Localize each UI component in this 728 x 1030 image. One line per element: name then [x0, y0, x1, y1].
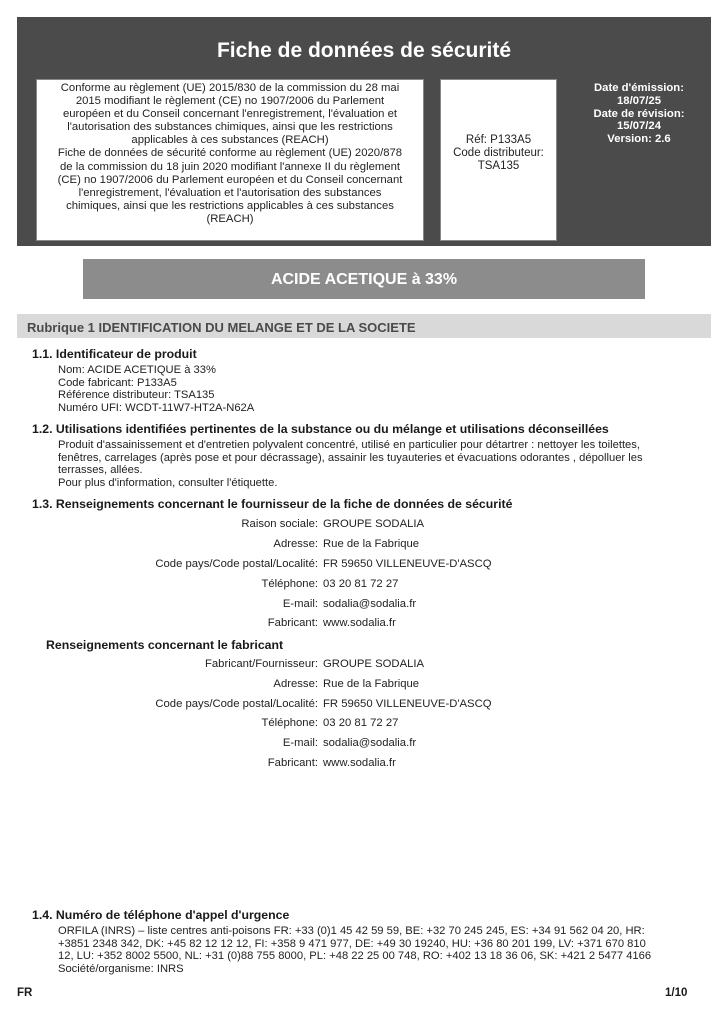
manufacturer-code-line: Code fabricant: P133A5	[58, 376, 177, 389]
manufacturer-value: www.sodalia.fr	[323, 757, 396, 769]
revision-date-label: Date de révision:	[593, 107, 685, 120]
supplier-label: E-mail:	[282, 598, 318, 610]
regulation-line: applicables à ces substances (REACH)	[131, 134, 329, 147]
supplier-value: FR 59650 VILLENEUVE-D'ASCQ	[323, 558, 492, 570]
footer-language: FR	[17, 987, 33, 999]
issue-date-label: Date d'émission:	[594, 82, 684, 94]
section-1-3-title: 1.3. Renseignements concernant le fournisseur de la fiche de données de sécurité	[32, 497, 513, 511]
regulation-line: 2015 modifiant le règlement (CE) no 1907/2006 du Parlement	[75, 95, 385, 108]
issue-date: 18/07/25	[617, 94, 661, 107]
manufacturer-label: Code pays/Code postal/Localité:	[155, 698, 318, 710]
manufacturer-label: Fabricant/Fournisseur:	[204, 658, 318, 670]
emergency-contacts	[58, 925, 710, 975]
regulation-line: de la commission du 18 juin 2020 modifiant l'annexe II du règlement	[59, 160, 400, 173]
product-name-banner: ACIDE ACETIQUE à 33%	[83, 259, 645, 299]
usage-line: terrasses, allées.	[58, 464, 143, 477]
distributor-ref-line: Référence distributeur: TSA135	[58, 389, 215, 402]
regulation-line: européen et du Conseil concernant l'enregistrement, l'évaluation et	[62, 108, 397, 121]
manufacturer-label: Fabricant:	[267, 757, 318, 769]
reference-box	[440, 79, 557, 241]
supplier-label: Raison sociale:	[241, 518, 318, 530]
emergency-line: ORFILA (INRS) – liste centres anti-poisons FR: +33 (0)1 45 42 59 59, BE: +32 70 245 245, ES: +34 91 562 04 20, HR:	[58, 925, 645, 937]
reference-line: Code distributeur:	[453, 147, 544, 159]
manufacturer-value: FR 59650 VILLENEUVE-D'ASCQ	[323, 698, 492, 710]
manufacturer-value: GROUPE SODALIA	[323, 658, 425, 670]
dates-block	[574, 82, 704, 146]
reference-line: Réf: P133A5	[465, 134, 532, 146]
regulation-line: (CE) no 1907/2006 du Parlement européen et du Conseil concernant	[57, 173, 403, 186]
regulation-line: l'autorisation des substances chimiques, ainsi que les restrictions	[67, 121, 393, 134]
regulation-line: chimiques, ainsi que les restrictions applicables à ces substances	[66, 199, 394, 212]
supplier-label: Fabricant:	[267, 617, 318, 629]
manufacturer-label: E-mail:	[282, 737, 318, 749]
manufacturer-value: sodalia@sodalia.fr	[323, 737, 417, 749]
usage-line: Produit d'assainissement et d'entretien polyvalent concentré, utilisé en particulier pour détartrer : nettoyer les toilettes,	[58, 439, 640, 451]
product-name-line: Nom: ACIDE ACETIQUE à 33%	[58, 364, 216, 376]
supplier-label: Adresse:	[273, 538, 318, 550]
manufacturer-label: Adresse:	[273, 678, 318, 690]
section-header: Rubrique 1 IDENTIFICATION DU MELANGE ET DE LA SOCIETE	[17, 314, 711, 338]
manufacturer-subtitle: Renseignements concernant le fabricant	[46, 638, 284, 652]
manufacturer-label: Téléphone:	[261, 717, 318, 729]
emergency-line: 12, LU: +352 8002 5500, NL: +31 (0)88 755 8000, PL: +48 22 25 00 748, RO: +402 13 18 36 06, SK: +421 2 5477 4166	[58, 950, 652, 963]
section-1-1-body	[58, 364, 254, 414]
revision-date: 15/07/24	[617, 120, 661, 133]
regulation-box	[36, 79, 424, 241]
section-1-1-title: 1.1. Identificateur de produit	[32, 347, 197, 361]
regulation-line: l'enregistrement, l'évaluation et l'autorisation des substances	[78, 186, 382, 199]
version: Version: 2.6	[607, 133, 671, 146]
supplier-label: Code pays/Code postal/Localité:	[155, 558, 318, 570]
supplier-value: Rue de la Fabrique	[323, 538, 420, 550]
regulation-line: Fiche de données de sécurité conforme au règlement (UE) 2020/878	[57, 147, 403, 160]
emergency-line: +3851 2348 342, DK: +45 82 12 12 12, FI: +358 9 471 977, DE: +49 30 19240, HU: +36 80 201 199, LV: +371 670 810	[58, 937, 646, 950]
usage-line: fenêtres, carrelages (après pose et pour décrassage), assainir les tuyauteries et évacuations odorantes , dépolluer les	[58, 451, 643, 464]
section-1-2-body	[58, 439, 710, 489]
page-number: 1/10	[665, 987, 688, 999]
regulation-line: (REACH)	[206, 212, 254, 225]
ufi-line: Numéro UFI: WCDT-11W7-HT2A-N62A	[58, 401, 255, 414]
reference-line: TSA135	[477, 160, 520, 172]
document-title: Fiche de données de sécurité	[216, 39, 512, 62]
supplier-value: www.sodalia.fr	[323, 617, 396, 629]
supplier-value: sodalia@sodalia.fr	[323, 598, 417, 610]
regulation-line: Conforme au règlement (UE) 2015/830 de la commission du 28 mai	[60, 82, 400, 94]
supplier-value: 03 20 81 72 27	[323, 578, 399, 590]
manufacturer-value: Rue de la Fabrique	[323, 678, 420, 690]
supplier-label: Téléphone:	[261, 578, 318, 590]
usage-line: Pour plus d'information, consulter l'étiquette.	[58, 476, 278, 489]
manufacturer-value: 03 20 81 72 27	[323, 717, 399, 729]
sds-header	[17, 17, 711, 246]
supplier-value: GROUPE SODALIA	[323, 518, 425, 530]
emergency-line: Société/organisme: INRS	[58, 962, 184, 975]
section-1-4-title: 1.4. Numéro de téléphone d'appel d'urgence	[32, 908, 290, 922]
section-1-2-title: 1.2. Utilisations identifiées pertinentes de la substance ou du mélange et utilisations déconseillées	[32, 422, 609, 436]
